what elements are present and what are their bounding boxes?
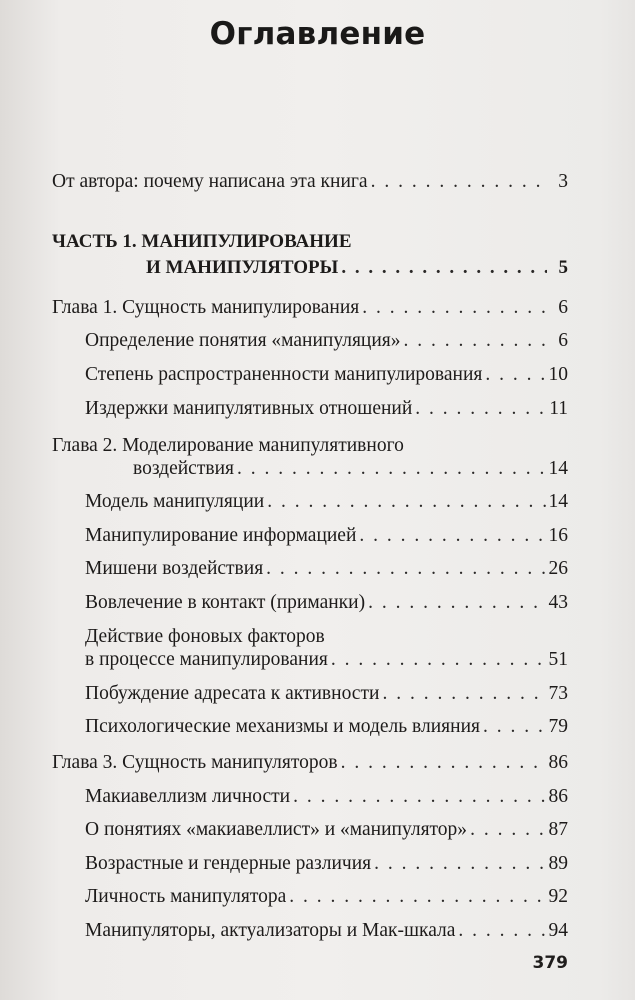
toc-part-1-line1[interactable]: ЧАСТЬ 1. МАНИПУЛИРОВАНИЕ (52, 231, 352, 252)
toc-entry-text: Глава 3. Сущность манипуляторов (52, 752, 338, 773)
dot-leader (404, 325, 547, 357)
toc-part-1[interactable] (146, 252, 568, 284)
dot-leader (483, 711, 546, 743)
toc-page-number: 3 (558, 171, 568, 192)
toc-section[interactable] (85, 325, 568, 357)
toc-page-number: 5 (558, 257, 568, 278)
toc-page-number: 26 (548, 558, 568, 579)
toc-page-number: 11 (549, 398, 568, 419)
toc-page-number: 14 (548, 491, 568, 512)
toc-chapter-2[interactable] (133, 453, 568, 485)
toc-entry-text: Психологические механизмы и модель влияния (85, 716, 480, 737)
toc-page-number: 10 (548, 364, 568, 385)
dot-leader (485, 359, 545, 391)
toc-page-number: 87 (548, 819, 568, 840)
toc-section[interactable] (85, 359, 568, 391)
toc-entry-text: Макиавеллизм личности (85, 786, 291, 807)
toc-entry-text: Модель манипуляции (85, 491, 265, 512)
toc-page-number: 94 (548, 920, 568, 941)
toc-entry-text: Определение понятия «манипуляция» (85, 330, 401, 351)
toc-section[interactable] (85, 881, 568, 913)
dot-leader (359, 520, 545, 552)
toc-section[interactable] (85, 520, 568, 552)
dot-leader (341, 252, 547, 284)
dot-leader (470, 814, 545, 846)
toc-entry-text: Глава 1. Сущность манипулирования (52, 297, 360, 318)
toc-page-number: 86 (548, 786, 568, 807)
toc-section-line1[interactable]: Действие фоновых факторов (85, 626, 325, 647)
toc-section[interactable] (85, 915, 568, 947)
dot-leader (382, 678, 545, 710)
toc-chapter-2-line1[interactable]: Глава 2. Моделирование манипулятивного (52, 435, 404, 456)
toc-section[interactable] (85, 814, 568, 846)
toc-section[interactable] (85, 678, 568, 710)
dot-leader (374, 848, 545, 880)
dot-leader (331, 644, 546, 676)
toc-page-number: 51 (548, 649, 568, 670)
toc-entry-text: О понятиях «макиавеллист» и «манипулятор» (85, 819, 468, 840)
page-folio: 379 (532, 953, 568, 973)
toc-page-number: 86 (548, 752, 568, 773)
dot-leader (289, 881, 545, 913)
toc-page-number: 79 (548, 716, 568, 737)
dot-leader (415, 393, 546, 425)
toc-section[interactable] (85, 393, 568, 425)
toc-section[interactable] (85, 644, 568, 676)
toc-section[interactable] (85, 486, 568, 518)
dot-leader (237, 453, 546, 485)
dot-leader (341, 747, 546, 779)
toc-entry-foreword[interactable] (52, 166, 568, 198)
toc-entry-text: Мишени воздействия (85, 558, 264, 579)
page-title: Оглавление (209, 16, 426, 52)
toc-section[interactable] (85, 781, 568, 813)
toc-page-number: 14 (548, 458, 568, 479)
toc-page-number: 92 (548, 886, 568, 907)
toc-entry-text: Возрастные и гендерные различия (85, 853, 372, 874)
dot-leader (368, 587, 545, 619)
toc-entry-text: Издержки манипулятивных отношений (85, 398, 413, 419)
toc-entry-text: И МАНИПУЛЯТОРЫ (146, 257, 339, 278)
dot-leader (293, 781, 545, 813)
dot-leader (267, 486, 545, 518)
toc-entry-text: в процессе манипулирования (85, 649, 328, 670)
toc-page-number: 6 (558, 297, 568, 318)
toc-section[interactable] (85, 711, 568, 743)
toc-entry-text: Вовлечение в контакт (приманки) (85, 592, 366, 613)
dot-leader (458, 915, 545, 947)
toc-entry-text: Личность манипулятора (85, 886, 287, 907)
toc-section[interactable] (85, 848, 568, 880)
toc-entry-text: Побуждение адресата к активности (85, 683, 380, 704)
dot-leader (362, 292, 547, 324)
toc-section[interactable] (85, 587, 568, 619)
toc-entry-text: воздействия (133, 458, 234, 479)
toc-chapter-3[interactable] (52, 747, 568, 779)
toc-entry-text: Манипулирование информацией (85, 525, 357, 546)
toc-page-number: 6 (558, 330, 568, 351)
toc-page-number: 89 (548, 853, 568, 874)
toc-page-number: 73 (548, 683, 568, 704)
toc-entry-text: Степень распространенности манипулирования (85, 364, 483, 385)
dot-leader (371, 166, 547, 198)
dot-leader (266, 553, 545, 585)
toc-section[interactable] (85, 553, 568, 585)
toc-chapter-1[interactable] (52, 292, 568, 324)
toc-entry-text: От автора: почему написана эта книга (52, 171, 368, 192)
toc-entry-text: Манипуляторы, актуализаторы и Мак-шкала (85, 920, 456, 941)
toc-page-number: 43 (548, 592, 568, 613)
toc-page-number: 16 (548, 525, 568, 546)
